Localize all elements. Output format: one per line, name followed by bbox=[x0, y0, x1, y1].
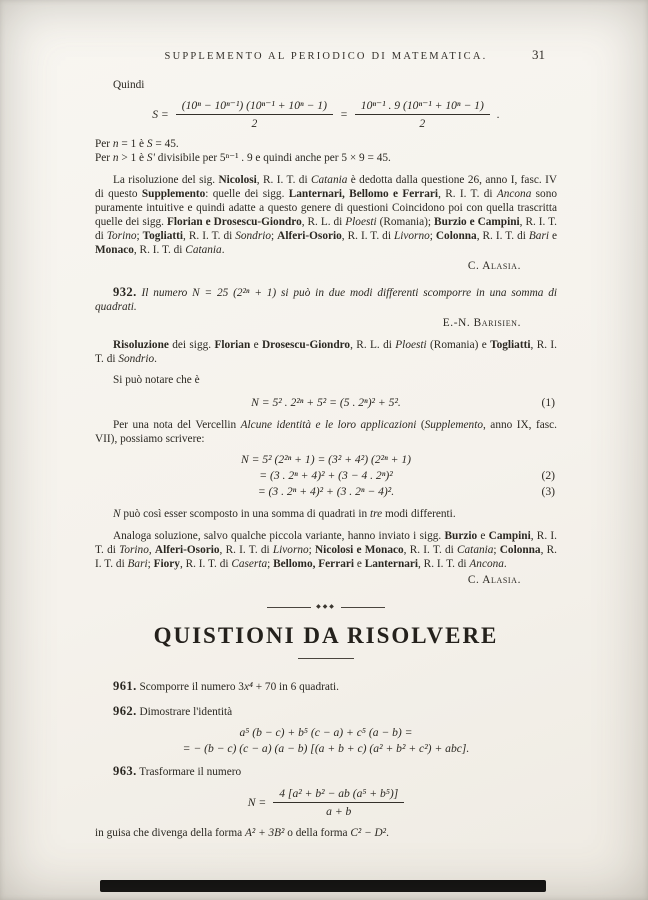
formula-n-lhs: N = bbox=[247, 795, 267, 809]
problem-962: 962. Dimostrare l'identità bbox=[113, 704, 233, 718]
paragraph-vercellin: Per una nota del Vercellin Alcune identità e le loro applicazioni (Supplemento, anno IX, fasc. VII), possiamo scrivere: bbox=[95, 419, 558, 445]
divider-line-left bbox=[267, 607, 311, 608]
formula-s bbox=[95, 99, 557, 130]
equation-2-line-1-body: N = 5² (2²ⁿ + 1) = (3² + 4²) (2²ⁿ + 1) bbox=[240, 453, 412, 466]
problem-961: 961. Scomporre il numero 3x⁴ + 70 in 6 quadrati. bbox=[113, 679, 339, 693]
equation-1-body: N = 5² . 2²ⁿ + 5² = (5 . 2ⁿ)² + 5². bbox=[251, 396, 401, 409]
paragraph-closing-963: in guisa che divenga della forma A² + 3B² o della forma C² − D². bbox=[95, 827, 389, 839]
signature-barisien: E.-N. Barisien. bbox=[442, 317, 521, 329]
period: . bbox=[496, 107, 500, 121]
fraction-denominator: a + b bbox=[326, 805, 352, 818]
paragraph-resolution-932: Risoluzione dei sigg. Florian e Drosescu-Giondro, R. L. di Ploesti (Romania) e Togliatti, R. I. T. di Sondrio. bbox=[95, 339, 558, 365]
section-divider-ornament bbox=[95, 603, 557, 611]
identity-962-line-2-body: = − (b − c) (c − a) (a − b) [(a + b + c) (a² + b² + c²) + abc]. bbox=[182, 742, 470, 755]
fraction-denominator: 2 bbox=[251, 117, 258, 130]
signature-alasia-1: C. Alasia. bbox=[467, 260, 521, 272]
divider-line-right bbox=[341, 607, 385, 608]
identity-962-line-2 bbox=[95, 741, 557, 756]
section-title: QUISTIONI DA RISOLVERE bbox=[153, 623, 499, 648]
equation-1 bbox=[95, 395, 557, 410]
paragraph-credits-question-26: La risoluzione del sig. Nicolosi, R. I. T. di Catania è dedotta dalla questione 26, anno I, fasc. IV di questo Supplemento: quelle dei sigg. Lanternari, Bellomo e Ferrari, R. I. T. di Ancona sono puramente intuitive e quindi adatte a questo genere di questioni Coincidono poi con quella trascritta quelle dei sigg. Florian e Drosescu-Giondro, R. L. di Ploesti (Romania); Burzio e Campini, R. I. T. di Torino; Togliatti, R. I. T. di Sondrio; Alferi-Osorio, R. I. T. di Livorno; Colonna, R. I. T. di Bari e Monaco, R. I. T. di Catania. bbox=[95, 174, 557, 256]
line-per-n-greater-1: Per n > 1 è S' divisibile per 5ⁿ⁻¹ . 9 e quindi anche per 5 × 9 = 45. bbox=[95, 152, 391, 164]
page-header bbox=[95, 47, 557, 64]
equation-3-number: (3) bbox=[541, 485, 555, 498]
line-per-n-equals-1: Per n = 1 è S = 45. bbox=[95, 138, 179, 150]
section-title-rule bbox=[298, 658, 354, 659]
paragraph-conclusion-932: N può così esser scomposto in una somma di quadrati in tre modi differenti. bbox=[113, 508, 456, 520]
identity-962-line-1-body: a⁵ (b − c) + b⁵ (c − a) + c⁵ (a − b) = bbox=[239, 726, 413, 739]
page-content bbox=[95, 47, 558, 840]
fraction bbox=[273, 787, 404, 818]
paragraph-note: Si può notare che è bbox=[113, 374, 200, 386]
scan-artifact-bar bbox=[100, 880, 546, 892]
problem-963: 963. Trasformare il numero bbox=[113, 764, 242, 778]
fraction-numerator: (10ⁿ − 10ⁿ⁻¹) (10ⁿ⁻¹ + 10ⁿ − 1) bbox=[176, 99, 333, 115]
problem-932-statement: 932. Il numero N = 25 (2²ⁿ + 1) si può in due modi differenti scomporre in una somma di quadrati. bbox=[95, 285, 557, 313]
equation-2-line-1 bbox=[95, 452, 557, 467]
formula-s-lhs: S = bbox=[152, 107, 169, 121]
equation-1-number: (1) bbox=[541, 396, 555, 409]
equation-2-body: = (3 . 2ⁿ + 4)² + (3 − 4 . 2ⁿ)² bbox=[259, 469, 393, 482]
equation-3 bbox=[95, 484, 557, 499]
fraction bbox=[176, 99, 333, 130]
fraction-numerator: 10ⁿ⁻¹ . 9 (10ⁿ⁻¹ + 10ⁿ − 1) bbox=[355, 99, 490, 115]
fleuron-ornament-icon: ◆◆◆ bbox=[316, 604, 336, 610]
equals-sign: = bbox=[339, 107, 348, 121]
signature-alasia-2: C. Alasia. bbox=[467, 574, 521, 586]
identity-962-line-1 bbox=[95, 725, 557, 740]
paragraph-credits-932: Analoga soluzione, salvo qualche piccola variante, hanno inviato i sigg. Burzio e Campini, R. I. T. di Torino, Alferi-Osorio, R. I. T. di Livorno; Nicolosi e Monaco, R. I. T. di Catania; Colonna, R. I. T. di Bari; Fiory, R. I. T. di Caserta; Bellomo, Ferrari e Lanternari, R. I. T. di Ancona. bbox=[95, 530, 558, 570]
formula-n-963 bbox=[95, 787, 557, 818]
equation-3-body: = (3 . 2ⁿ + 4)² + (3 . 2ⁿ − 4)². bbox=[257, 485, 395, 498]
equation-2 bbox=[95, 468, 557, 483]
equation-2-number: (2) bbox=[541, 469, 555, 482]
journal-title: SUPPLEMENTO AL PERIODICO DI MATEMATICA. bbox=[164, 51, 488, 62]
fraction-denominator: 2 bbox=[419, 117, 426, 130]
fraction bbox=[355, 99, 490, 130]
paragraph-quindi: Quindi bbox=[113, 79, 145, 91]
page-number: 31 bbox=[532, 47, 545, 62]
fraction-numerator: 4 [a² + b² − ab (a⁵ + b⁵)] bbox=[273, 787, 404, 803]
